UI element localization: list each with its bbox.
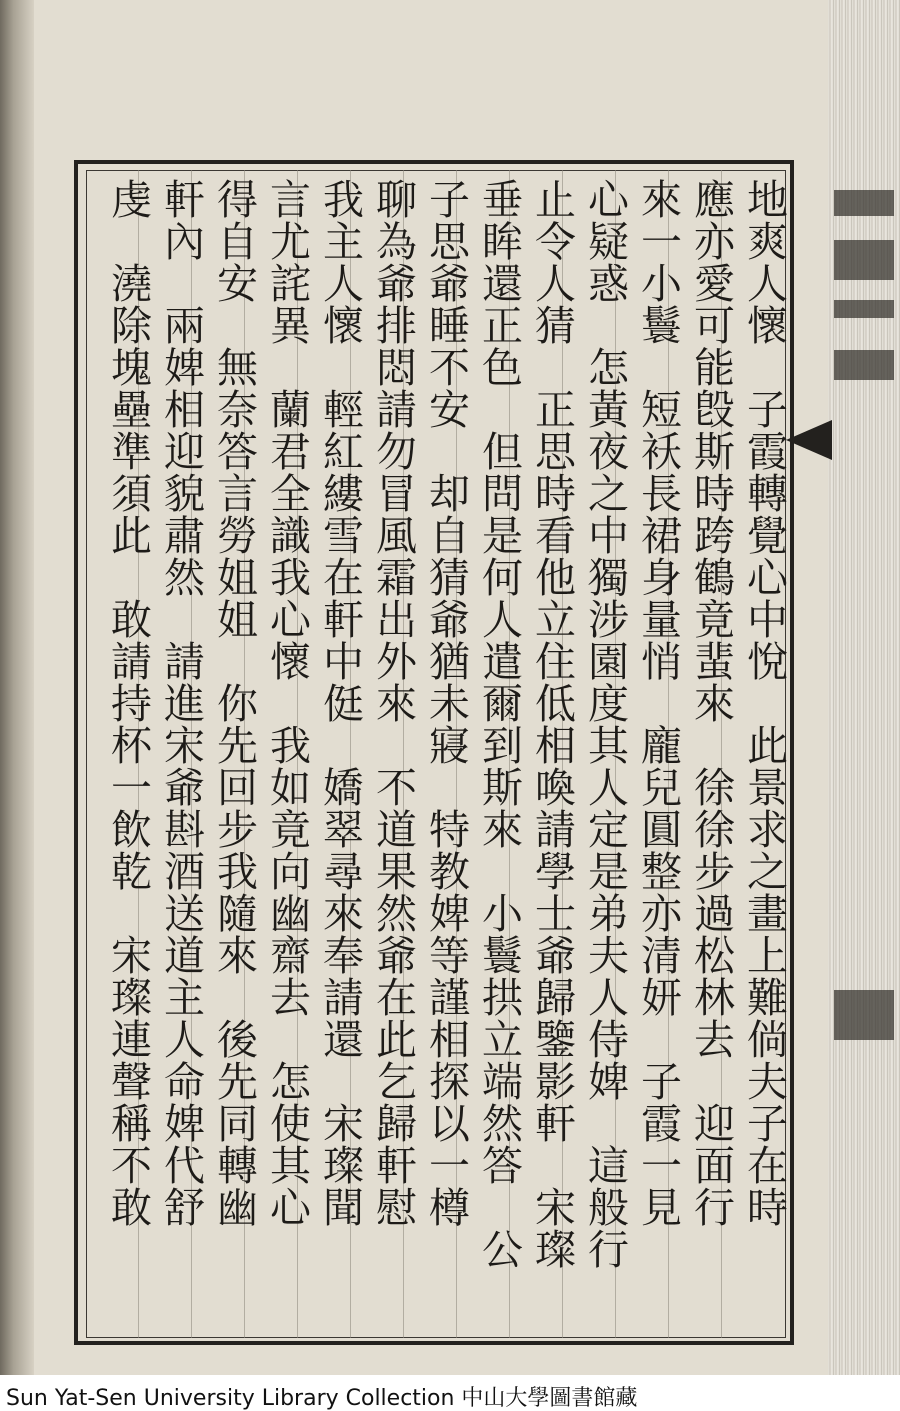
text-column-5: 止令人猜 正思時看他立住低相喚請學士爺歸鑒影軒 宋璨: [528, 178, 576, 1270]
text-column-6: 垂眸還正色 但問是何人遣爾到斯來 小鬟拱立端然答 公: [475, 178, 523, 1270]
text-column-3: 來一小鬟 短袄長裙身量悄 龐兒圓整亦清妍 子霞一見: [634, 178, 682, 1228]
text-column-11: 得自安 無奈答言勞姐姐 你先回步我隨來 後先同轉幽: [210, 178, 258, 1228]
fish-tail-notch: [786, 420, 832, 460]
edge-mark: [834, 300, 894, 318]
edge-mark: [834, 350, 894, 380]
text-column-1: 地爽人懷 子霞轉覺心中悅 此景求之畫上難倘夫子在時: [740, 178, 788, 1228]
footer-bar: [0, 1375, 900, 1411]
text-column-12: 軒內 兩婢相迎貌肅然 請進宋爺斟酒送道主人命婢代舒: [157, 178, 205, 1228]
edge-mark: [834, 190, 894, 216]
text-column-10: 言尤詫異 蘭君全識我心懷 我如竟向幽齋去 怎使其心: [263, 178, 311, 1228]
text-column-2: 應亦愛可能𣪘斯時跨鶴竟蜚來 徐徐步過松林去 迎面行: [687, 178, 735, 1228]
edge-mark: [834, 990, 894, 1040]
page-edges: [828, 0, 900, 1375]
text-column-9: 我主人懷 輕紅縷雪在軒中侹 嬌翠尋來奉請還 宋璨聞: [316, 178, 364, 1228]
text-column-7: 子思爺睡不安 却自猜爺猶未寢 特教婢等謹相探以一樽: [422, 178, 470, 1228]
text-column-13: 虔 澆除塊壘準須此 敢請持杯一飲乾 宋璨連聲稱不敢: [104, 178, 152, 1228]
library-watermark: Sun Yat-Sen University Library Collection 中山大學圖書館藏: [6, 1386, 638, 1411]
edge-mark: [834, 240, 894, 280]
text-column-8: 聊為爺排悶請勿冒風霜出外來 不道果然爺在此乞歸軒慰: [369, 178, 417, 1228]
book-gutter: [0, 0, 34, 1375]
text-column-4: 心疑惑 怎黃夜之中獨涉園度其人定是弟夫人侍婢 這般行: [581, 178, 629, 1270]
